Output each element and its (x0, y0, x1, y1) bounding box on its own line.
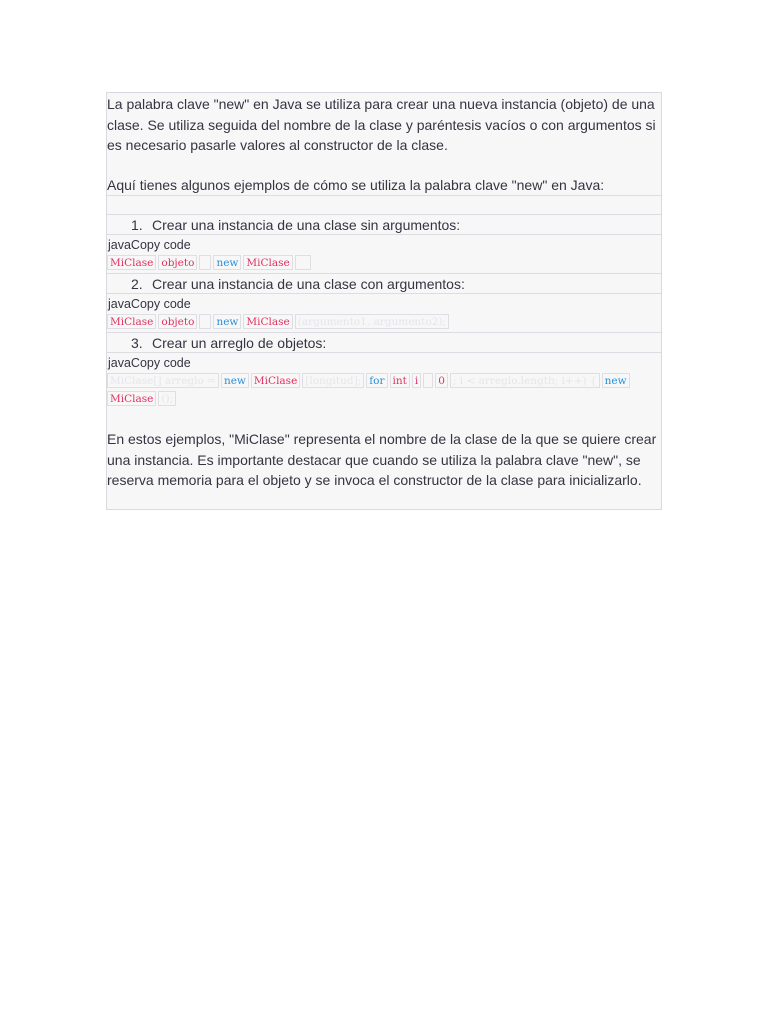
code-token-variable: objeto (158, 255, 197, 270)
list-item (107, 214, 661, 235)
code-block-1 (107, 255, 313, 270)
code-token-keyword: new (221, 373, 249, 388)
code-token-parens (295, 255, 311, 270)
code-token-class: MiClase (251, 373, 300, 388)
code-token-parens: (); (158, 391, 176, 406)
divider (107, 195, 661, 196)
code-token-keyword: new (213, 314, 241, 329)
code-token-keyword: new (213, 255, 241, 270)
code-token-keyword: new (602, 373, 630, 388)
list-item (107, 332, 661, 353)
code-token-arguments: (argumento1, argumento2); (295, 314, 449, 329)
code-token-variable: objeto (158, 314, 197, 329)
conclusion-paragraph: En estos ejemplos, "MiClase" representa el nombre de la clase de la que se quiere crear una instancia. Es importante destacar que cuando se utiliza la palabra clave "new", se reserva memoria para el objeto y se invoca el constructor de la clase para inicializarlo. (107, 431, 657, 488)
code-block-2 (107, 314, 451, 329)
code-token-class: MiClase (243, 314, 292, 329)
code-token-keyword: for (366, 373, 387, 388)
code-language-label: javaCopy code (108, 356, 191, 370)
code-token-operator (423, 373, 433, 388)
code-token-class: MiClase (243, 255, 292, 270)
list-text: Crear un arreglo de objetos: (152, 335, 327, 351)
code-token-class: MiClase (107, 391, 156, 406)
code-token-class: MiClase (107, 314, 156, 329)
examples-intro: Aquí tienes algunos ejemplos de cómo se utiliza la palabra clave "new" en Java: (107, 177, 605, 193)
code-token-declaration: MiClase[] arreglo = (107, 373, 219, 388)
code-language-label: javaCopy code (108, 297, 191, 311)
list-text: Crear una instancia de una clase con argumentos: (152, 276, 465, 292)
code-token-operator (199, 255, 211, 270)
code-token-class: MiClase (107, 255, 156, 270)
document-page (106, 92, 662, 510)
code-block-3-line-1 (107, 373, 632, 388)
code-token-length: [longitud]; (302, 373, 364, 388)
code-token-condition: ; i < arreglo.length; i++) { (450, 373, 600, 388)
code-block-3-line-2 (107, 391, 178, 406)
list-number: 2. (131, 276, 143, 292)
code-language-label: javaCopy code (108, 238, 191, 252)
code-token-variable: i (412, 373, 421, 388)
list-number: 1. (131, 217, 143, 233)
intro-paragraph: La palabra clave "new" en Java se utiliza para crear una nueva instancia (objeto) de una clase. Se utiliza seguida del nombre de la clase y paréntesis vacíos o con argumentos si es necesario pasarle valores al constructor de la clase. (107, 96, 656, 153)
list-number: 3. (131, 335, 143, 351)
code-token-number: 0 (435, 373, 448, 388)
list-item (107, 273, 661, 294)
code-token-type: int (390, 373, 410, 388)
list-text: Crear una instancia de una clase sin argumentos: (152, 217, 461, 233)
code-token-operator (199, 314, 211, 329)
